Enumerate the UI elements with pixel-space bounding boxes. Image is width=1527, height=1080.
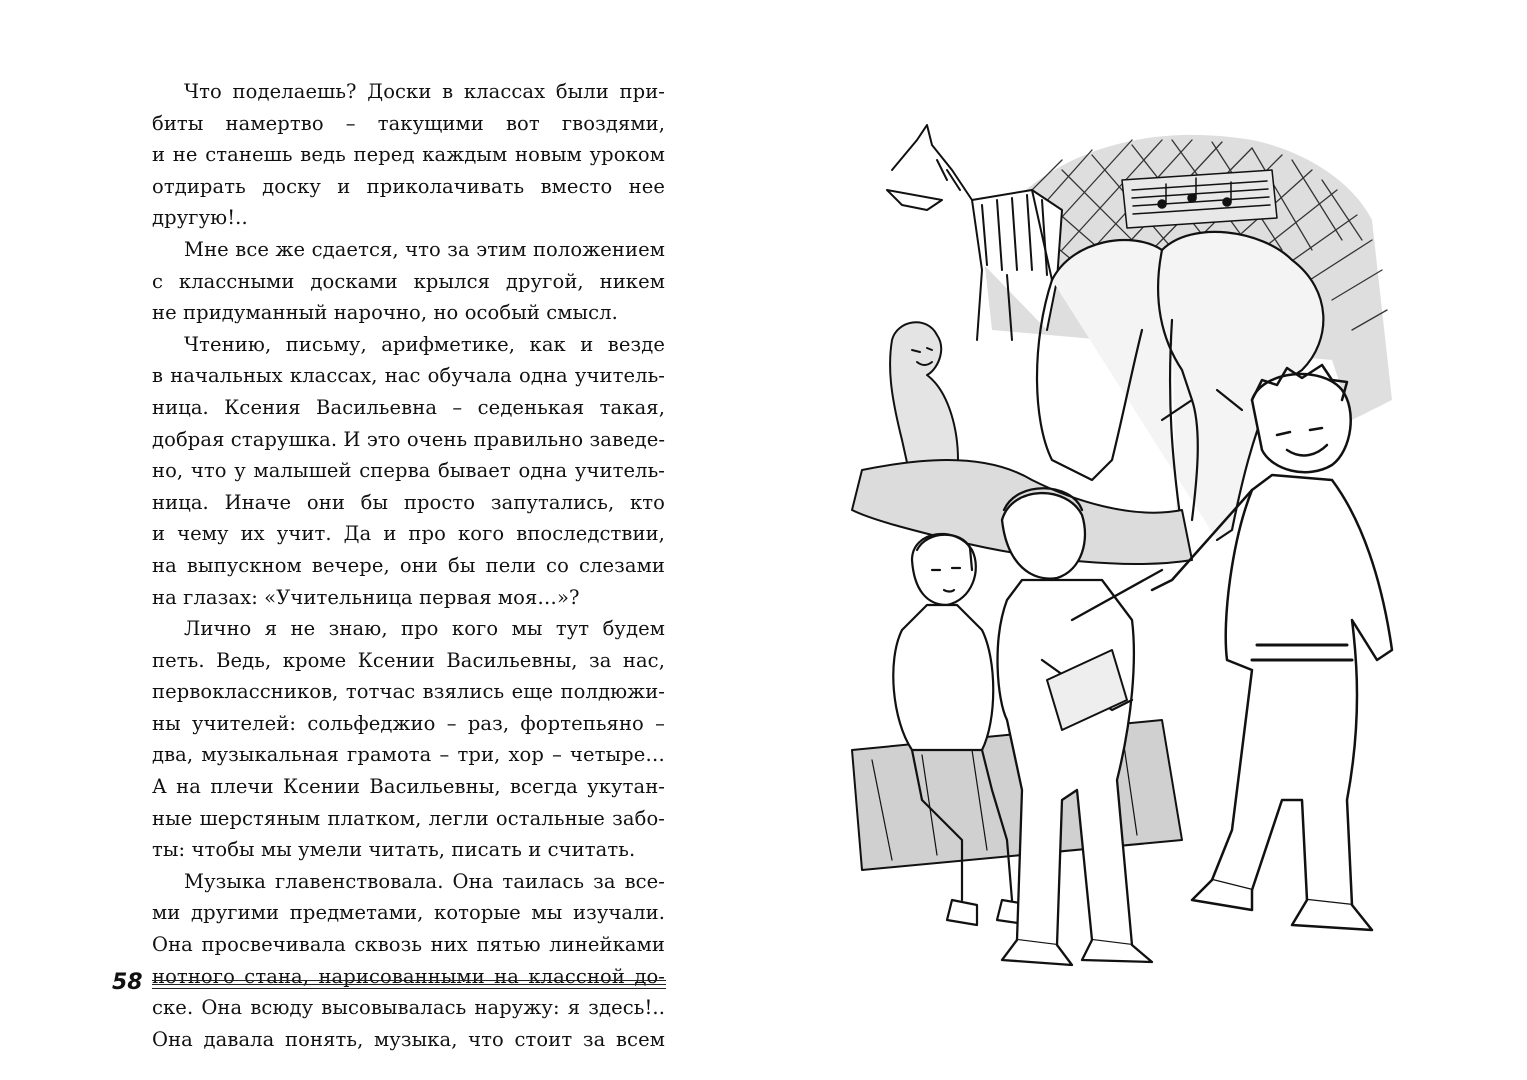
text-line: Мне все же сдается, что за этим положением	[184, 237, 665, 261]
footer-rule	[152, 984, 666, 985]
text-line: но, что у малышей сперва бывает одна учитель-	[152, 459, 665, 483]
text-line: первоклассников, тотчас взялись еще полдюжи-	[152, 680, 665, 704]
text-line: на выпускном вечере, они бы пели со слезами	[152, 553, 665, 577]
text-line: добрая старушка. И это очень правильно заведе-	[152, 427, 666, 451]
text-line: Что поделаешь? Доски в классах были при-	[184, 80, 665, 103]
text-line: Она давала понять, музыка, что стоит за всем	[152, 1027, 665, 1051]
text-column	[152, 76, 665, 1055]
zebra	[887, 125, 1062, 340]
text-line: биты намертво – такущими вот гвоздями,	[152, 111, 665, 135]
text-line: с классными досками крылся другой, никем	[152, 269, 665, 293]
text-line: ница. Ксения Васильевна – седенькая такая,	[152, 395, 665, 419]
text-line: ница. Иначе они бы просто запутались, кто	[152, 490, 665, 514]
text-line: А на плечи Ксении Васильевны, всегда укутан-	[152, 775, 665, 799]
text-line: Чтению, письму, арифметике, как и везде	[184, 332, 665, 356]
text-line: ные шерстяным платком, легли остальные забо-	[152, 806, 665, 830]
text-line: Лично я не знаю, про кого мы тут будем	[184, 617, 665, 641]
text-line: ны учителей: сольфеджио – раз, фортепьяно –	[152, 711, 665, 735]
text-line: ске. Она всюду высовывалась наружу: я здесь!..	[152, 996, 665, 1020]
footer-rule	[152, 988, 666, 989]
text-line: нотного стана, нарисованными на классной до-	[152, 964, 665, 988]
text-line: и чему их учит. Да и про кого впоследствии,	[152, 522, 665, 546]
text-line: не придуманный нарочно, но особый смысл.	[152, 301, 618, 325]
text-line: ты: чтобы мы умели читать, писать и считать.	[152, 838, 636, 862]
text-line: и не станешь ведь перед каждым новым уроком	[152, 143, 665, 167]
footer-rule	[152, 980, 666, 981]
page-number: 58	[112, 970, 143, 995]
text-line: два, музыкальная грамота – три, хор – четыре…	[152, 743, 665, 767]
text-line: Музыка главенствовала. Она таилась за все-	[184, 869, 665, 893]
text-line: петь. Ведь, кроме Ксении Васильевны, за нас,	[152, 648, 665, 672]
text-line: на глазах: «Учительница первая моя…»?	[152, 585, 580, 609]
text-line: Она просвечивала сквозь них пятью линейками	[152, 933, 665, 957]
music-staff-sign	[1122, 170, 1277, 228]
text-line: в начальных классах, нас обучала одна учитель-	[152, 364, 665, 388]
text-line: другую!..	[152, 206, 248, 230]
zoo-scene-illustration-icon	[832, 100, 1412, 970]
text-line: ми другими предметами, которые мы изучали.	[152, 901, 665, 925]
text-line: отдирать доску и приколачивать вместо нее	[152, 174, 665, 198]
page-footer	[112, 968, 666, 1002]
